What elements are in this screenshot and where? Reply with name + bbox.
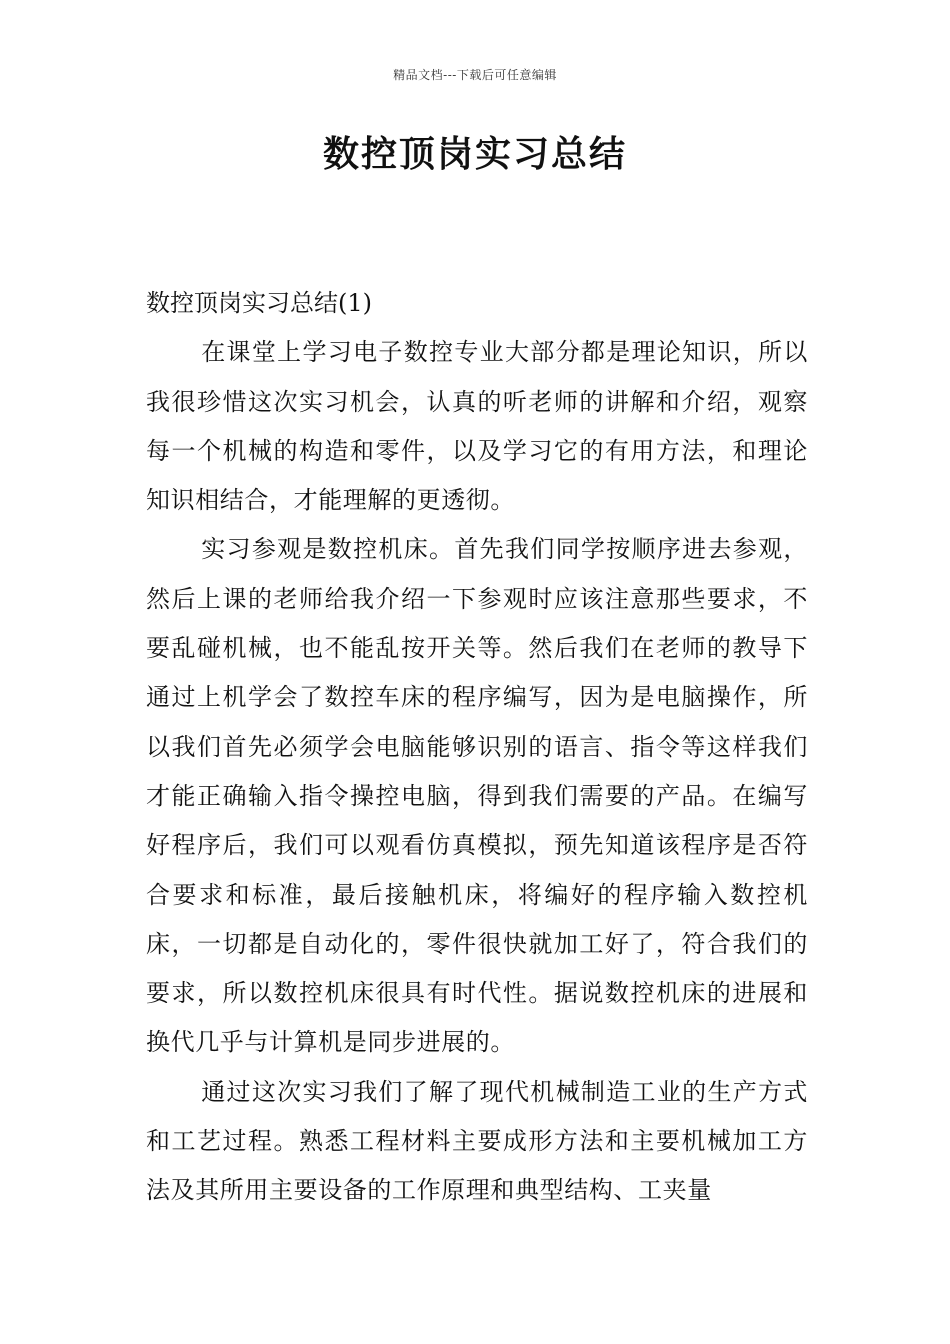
paragraph-1: 在课堂上学习电子数控专业大部分都是理论知识，所以我很珍惜这次实习机会，认真的听老师的讲解和介绍，观察每一个机械的构造和零件，以及学习它的有用方法，和理论知识相结合，才能理解的更透彻。 bbox=[146, 338, 808, 515]
paragraph-2: 实习参观是数控机床。首先我们同学按顺序进去参观，然后上课的老师给我介绍一下参观时应该注意那些要求，不要乱碰机械，也不能乱按开关等。然后我们在老师的教导下通过上机学会了数控车床的程序编写，因为是电脑操作，所以我们首先必须学会电脑能够识别的语言、指令等这样我们才能正确输入指令操控电脑，得到我们需要的产品。在编写好程序后，我们可以观看仿真模拟，预先知道该程序是否符合要求和标准，最后接触机床，将编好的程序输入数控机床，一切都是自动化的，零件很快就加工好了，符合我们的要求，所以数控机床很具有时代性。据说数控机床的进展和换代几乎与计算机是同步进展的。 bbox=[146, 535, 808, 1057]
paragraph-3: 通过这次实习我们了解了现代机械制造工业的生产方式和工艺过程。熟悉工程材料主要成形方法和主要机械加工方法及其所用主要设备的工作原理和典型结构、工夹量 bbox=[146, 1077, 808, 1205]
section-heading: 数控顶岗实习总结(1) bbox=[146, 289, 372, 317]
document-body bbox=[146, 279, 808, 1216]
document-title: 数控顶岗实习总结 bbox=[322, 134, 627, 175]
header-note: 精品文档---下载后可任意编辑 bbox=[393, 68, 557, 82]
